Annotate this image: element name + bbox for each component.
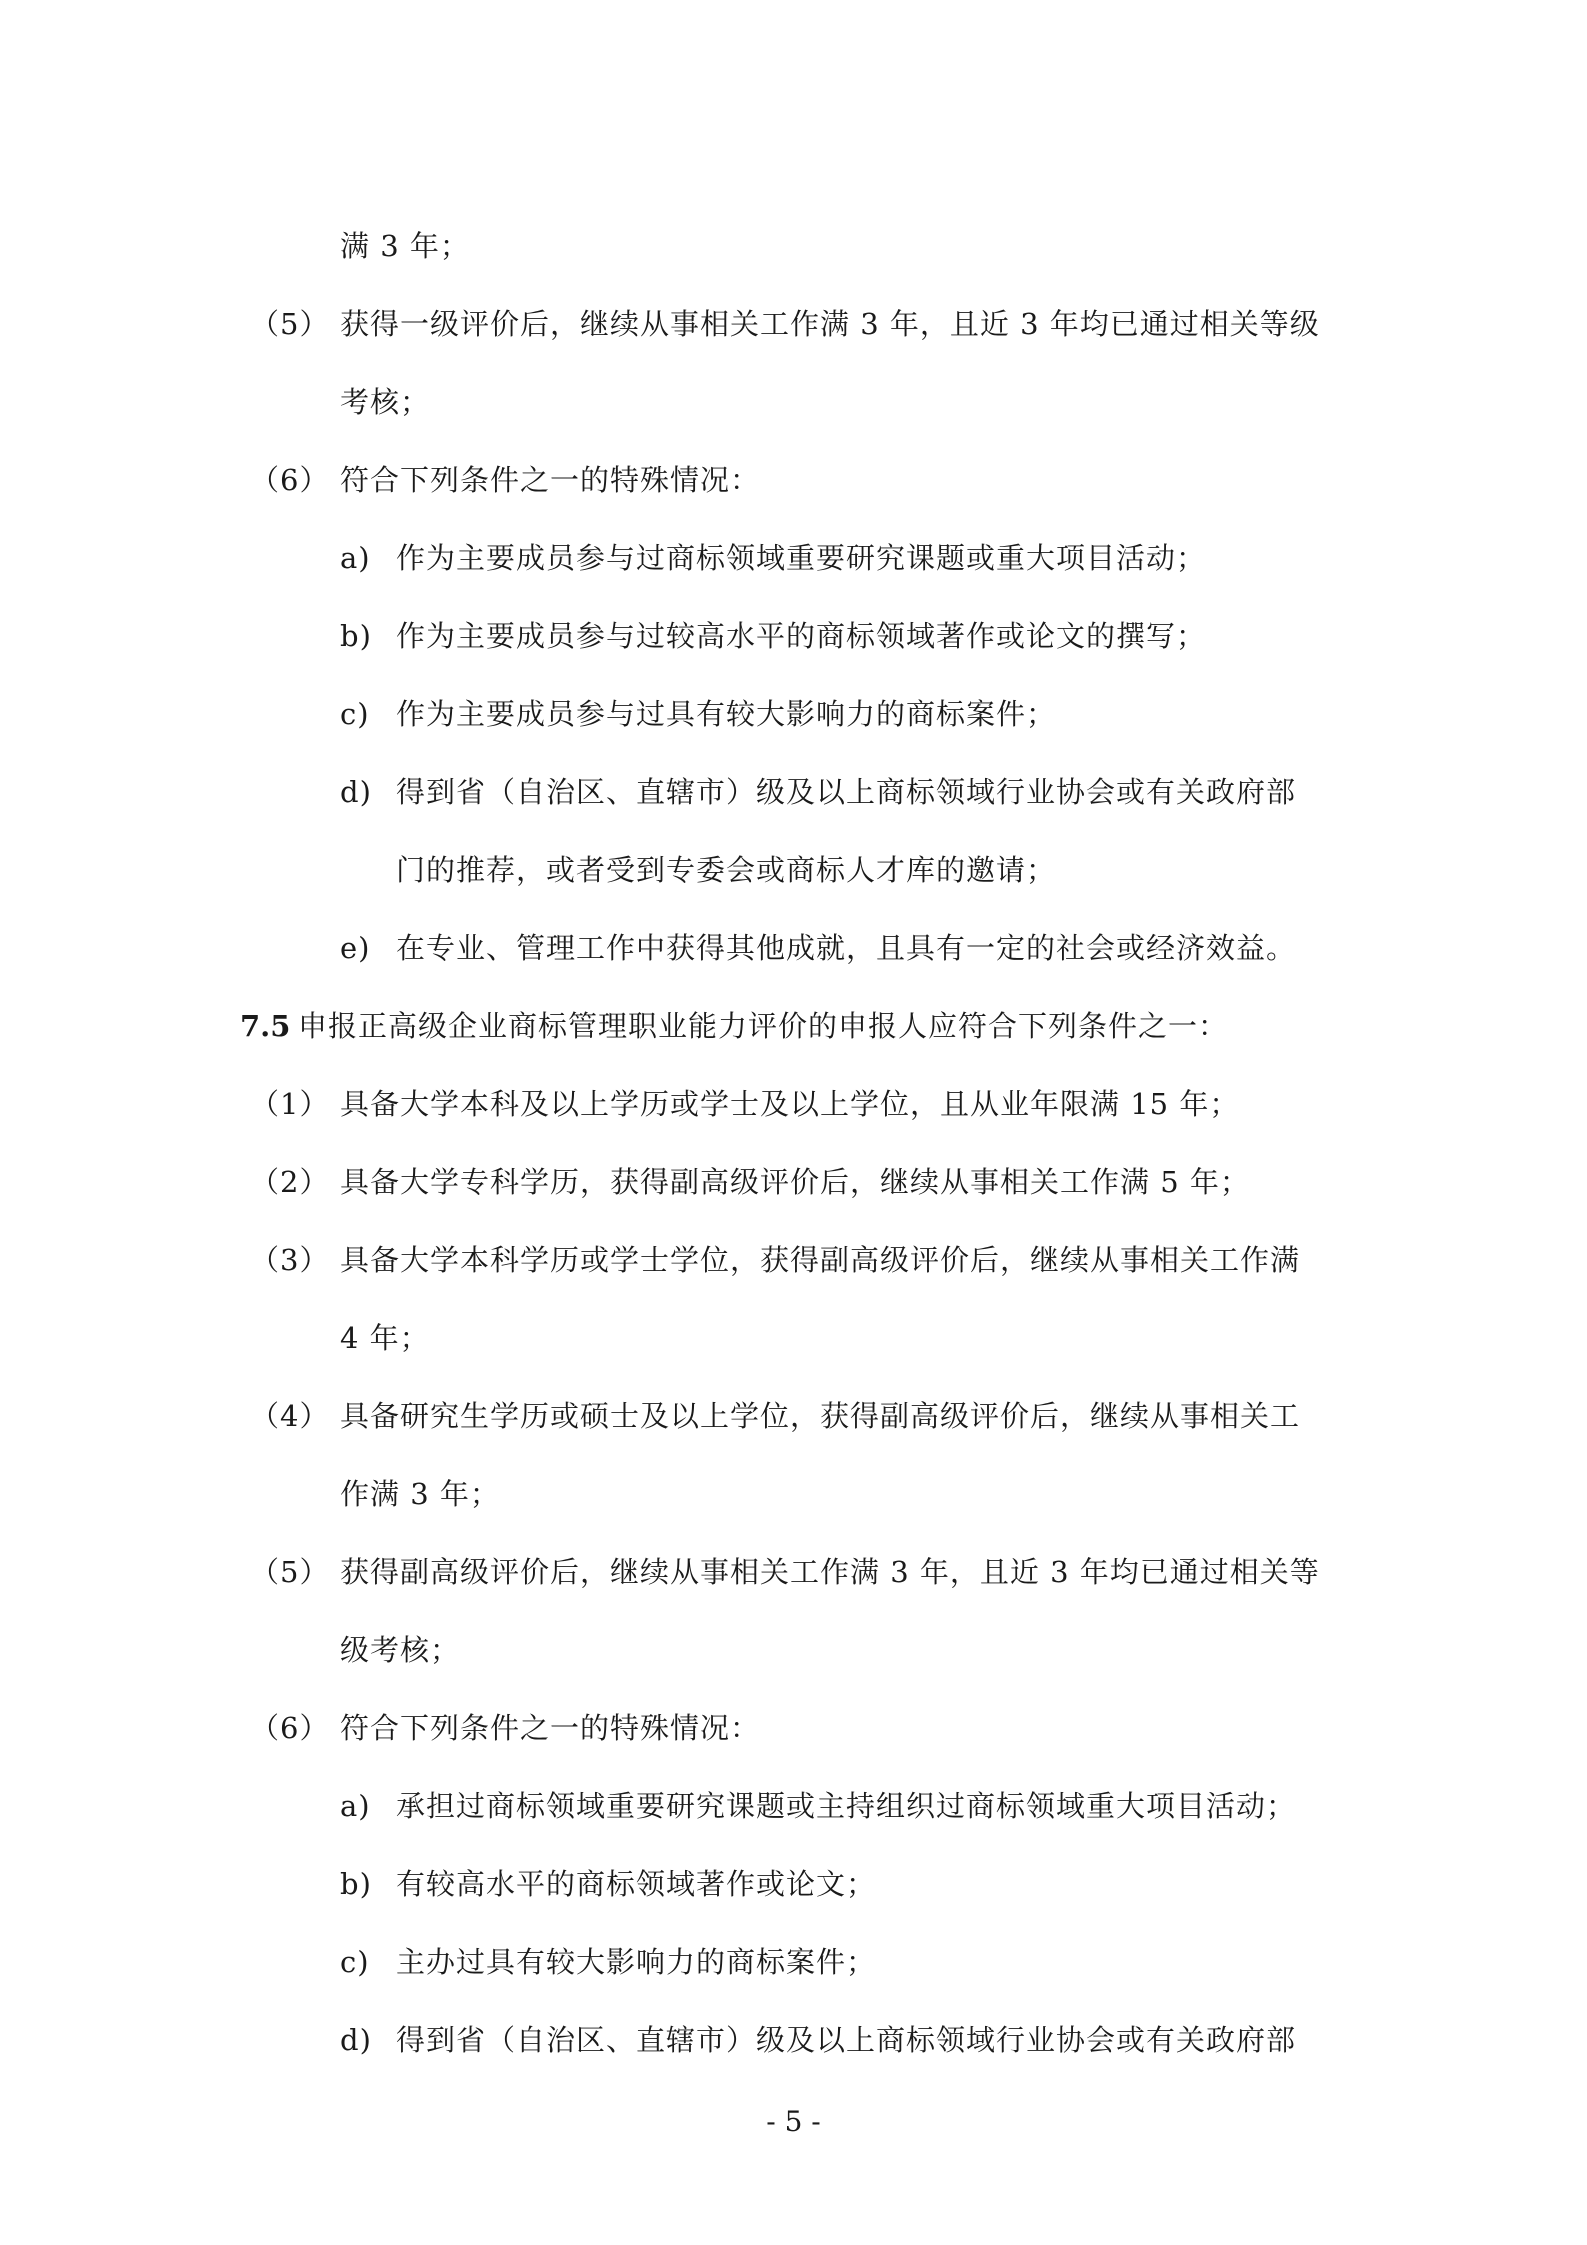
sub-item-text: 得到省（自治区、直辖市）级及以上商标领域行业协会或有关政府部: [396, 775, 1297, 809]
item-text: 具备研究生学历或硕士及以上学位，获得副高级评价后，继续从事相关工: [340, 1399, 1301, 1433]
continuation-line: 满 3 年；: [340, 229, 470, 263]
section-text: 申报正高级企业商标管理职业能力评价的申报人应符合下列条件之一：: [298, 1009, 1229, 1043]
sub-item-label: b): [340, 1867, 372, 1901]
item-number: （6）: [250, 1711, 330, 1745]
sub-item-text: 作为主要成员参与过较高水平的商标领域著作或论文的撰写；: [396, 619, 1207, 653]
section-number: 7.5: [240, 1009, 291, 1043]
sub-item-text: 作为主要成员参与过具有较大影响力的商标案件；: [396, 697, 1057, 731]
item-text-cont: 作满 3 年；: [340, 1477, 500, 1511]
item-number: （1）: [250, 1087, 330, 1121]
item-number: （6）: [250, 463, 330, 497]
item-number: （4）: [250, 1399, 330, 1433]
item-text: 符合下列条件之一的特殊情况：: [340, 1711, 761, 1745]
item-text: 获得一级评价后，继续从事相关工作满 3 年，且近 3 年均已通过相关等级: [340, 307, 1320, 341]
item-number: （2）: [250, 1165, 330, 1199]
sub-item-text: 在专业、管理工作中获得其他成就，且具有一定的社会或经济效益。: [396, 931, 1297, 965]
item-text: 获得副高级评价后，继续从事相关工作满 3 年，且近 3 年均已通过相关等: [340, 1555, 1320, 1589]
sub-item-label: d): [340, 775, 372, 809]
sub-item-label: a): [340, 1789, 371, 1823]
sub-item-text-cont: 门的推荐，或者受到专委会或商标人才库的邀请；: [396, 853, 1057, 887]
item-number: （5）: [250, 1555, 330, 1589]
sub-item-label: a): [340, 541, 371, 575]
page-number: - 5 -: [766, 2105, 821, 2138]
item-text: 具备大学本科及以上学历或学士及以上学位，且从业年限满 15 年；: [340, 1087, 1240, 1121]
item-text-cont: 考核；: [340, 385, 431, 419]
item-number: （3）: [250, 1243, 330, 1277]
sub-item-label: e): [340, 931, 371, 965]
item-text-cont: 4 年；: [340, 1321, 430, 1355]
sub-item-label: c): [340, 697, 370, 731]
item-text-cont: 级考核；: [340, 1633, 461, 1667]
sub-item-text: 承担过商标领域重要研究课题或主持组织过商标领域重大项目活动；: [396, 1789, 1297, 1823]
sub-item-text: 作为主要成员参与过商标领域重要研究课题或重大项目活动；: [396, 541, 1207, 575]
item-text: 符合下列条件之一的特殊情况：: [340, 463, 761, 497]
item-number: （5）: [250, 307, 330, 341]
item-text: 具备大学专科学历，获得副高级评价后，继续从事相关工作满 5 年；: [340, 1165, 1250, 1199]
sub-item-text: 主办过具有较大影响力的商标案件；: [396, 1945, 877, 1979]
sub-item-label: c): [340, 1945, 370, 1979]
sub-item-label: b): [340, 619, 372, 653]
sub-item-text: 有较高水平的商标领域著作或论文；: [396, 1867, 877, 1901]
item-text: 具备大学本科学历或学士学位，获得副高级评价后，继续从事相关工作满: [340, 1243, 1301, 1277]
sub-item-label: d): [340, 2023, 372, 2057]
sub-item-text: 得到省（自治区、直辖市）级及以上商标领域行业协会或有关政府部: [396, 2023, 1297, 2057]
